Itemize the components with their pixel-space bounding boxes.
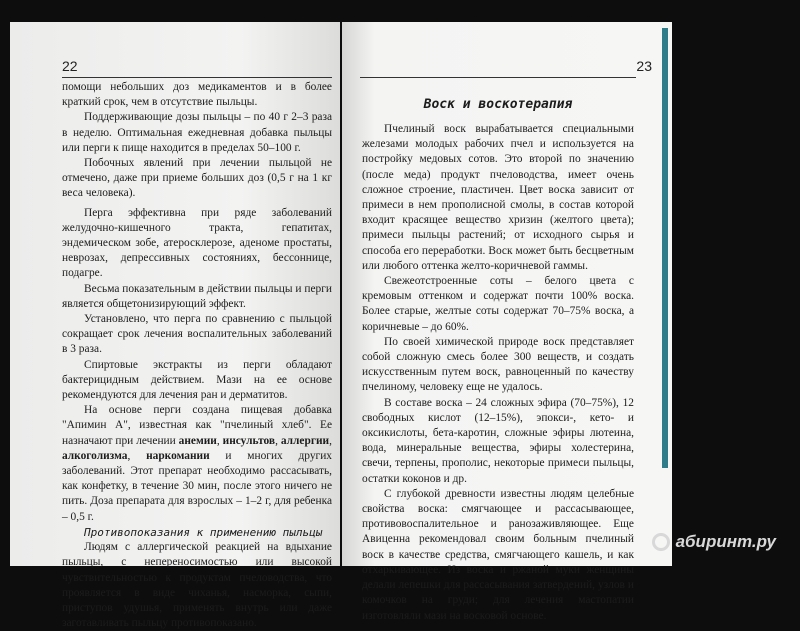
apimin-paragraph: На основе перги создана пищевая добавка "Апимин А", известная как "пчелиный хлеб". Ее назначают при лечении анемии, инсультов, аллергии, алкоголизма, наркомании и многих других заболеваний. Этот препарат необходимо рассасывать, как конфетку, в течение 30 мин, после этого ничего не пить. Доза препарата для взрослых – 1–2 г, для ребенка – 0,5 г.: [62, 404, 332, 523]
paragraph: Побочных явлений при лечении пыльцой не отмечено, даже при приеме больших доз (0,5 г на 1 кг веса человека).: [62, 157, 332, 200]
bold-term: анемии: [178, 434, 217, 447]
right-page-text: [362, 122, 634, 624]
paragraph: Людям с аллергической реакцией на вдыхание пыльцы, с непереносимостью или высокой чувствительностью к продуктам пчеловодства, что проявляется в виде чиханья, насморка, сыпи, приступов удушья, применять внутрь или даже заготавливать пыльцу противопоказано.: [62, 541, 332, 630]
paragraph: Свежеотстроенные соты – белого цвета с кремовым оттенком и содержат почти 100% воска. Более старые, желтые соты содержат 70–75% воска, а коричневые – до 60%.: [362, 275, 634, 333]
paragraph: По своей химической природе воск представляет собой сложную смесь более 300 веществ, и создать искусственным путем воск, равноценный по качеству пчелиному, человеку еще не удалось.: [362, 335, 634, 394]
watermark-logo-icon: [652, 533, 670, 551]
paragraph: Перга эффективна при ряде заболеваний желудочно-кишечного тракта, гепатитах, эндемическом зобе, атеросклерозе, аденоме простаты, неврозах, депрессивных состояниях, бессоннице, подагре.: [62, 206, 332, 280]
section-title: Воск и воскотерапия: [423, 97, 573, 112]
left-header-rule: [62, 77, 332, 78]
book-edge: [662, 28, 668, 468]
paragraph: помощи небольших доз медикаментов и в более краткий срок, чем в отсутствие пыльцы.: [62, 81, 332, 109]
left-page-text: [62, 80, 332, 631]
right-page: [342, 22, 672, 622]
left-page-number: 22: [62, 58, 78, 74]
right-header-rule: [360, 77, 636, 78]
paragraph: С глубокой древности известны людям целебные свойства воска: смягчающее и рассасывающее, противовоспалительное и ранозаживляющее. Еще Авиценна рекомендовал своим больным пчелиный воск в качестве средства, смягчающего кашель, и как отхаркивающее. Из воска и ржаной муки женщины делали лепешки для рассасывания затвердений, узлов и комочков на груди; для лечения мастопатии изготовляли мази на восковой основе.: [362, 487, 634, 622]
bold-term: алкоголизма: [62, 449, 128, 462]
bold-term: инсультов: [222, 434, 276, 447]
section-subheading: Противопоказания к применению пыльцы: [84, 525, 323, 539]
bold-term: наркомании: [146, 449, 210, 462]
paragraph: Установлено, что перга по сравнению с пыльцой сокращает срок лечения воспалительных заболеваний в 3 раза.: [62, 313, 332, 356]
paragraph: В составе воска – 24 сложных эфира (70–75%), 12 свободных кислот (12–15%), эпокси-, кето- и оксикислоты, бета-каротин, сложные эфиры лютеина, вода, минеральные вещества, эфиры холестерина, свечи, терпены, прополис, некоторые примеси пыльцы, остатки коконов и др.: [362, 396, 634, 485]
bold-term: аллергии: [280, 434, 330, 447]
left-page: [10, 22, 340, 630]
open-book: [10, 22, 674, 630]
paragraph: Поддерживающие дозы пыльцы – по 40 г 2–3 раза в неделю. Оптимальная ежедневная добавка пыльцы или перги к пище находится в пределах 50–100 г.: [62, 111, 332, 154]
paragraph: Весьма показательным в действии пыльцы и перги является общетонизирующий эффект.: [62, 282, 332, 310]
watermark: абиринт.ру: [652, 532, 776, 552]
paragraph: Пчелиный воск вырабатывается специальными железами молодых рабочих пчел и используется на постройку медовых сотов. Это второй по значению (после меда) продукт пчеловодства, имеет очень сложное строение, пластичен. Цвет воска зависит от примеси в нем прополисной смолы, в состав которой входит красящее вещество хризин (желтого цвета); примеси пыльцы растений; от исходного сырья и способа его переработки. Воск может быть бесцветным или любого оттенка желто-коричневой гаммы.: [362, 123, 634, 272]
paragraph: Спиртовые экстракты из перги обладают бактерицидным действием. Мази на ее основе рекомендуются для лечения ран и дерматитов.: [62, 358, 332, 402]
right-page-number: 23: [636, 58, 652, 74]
